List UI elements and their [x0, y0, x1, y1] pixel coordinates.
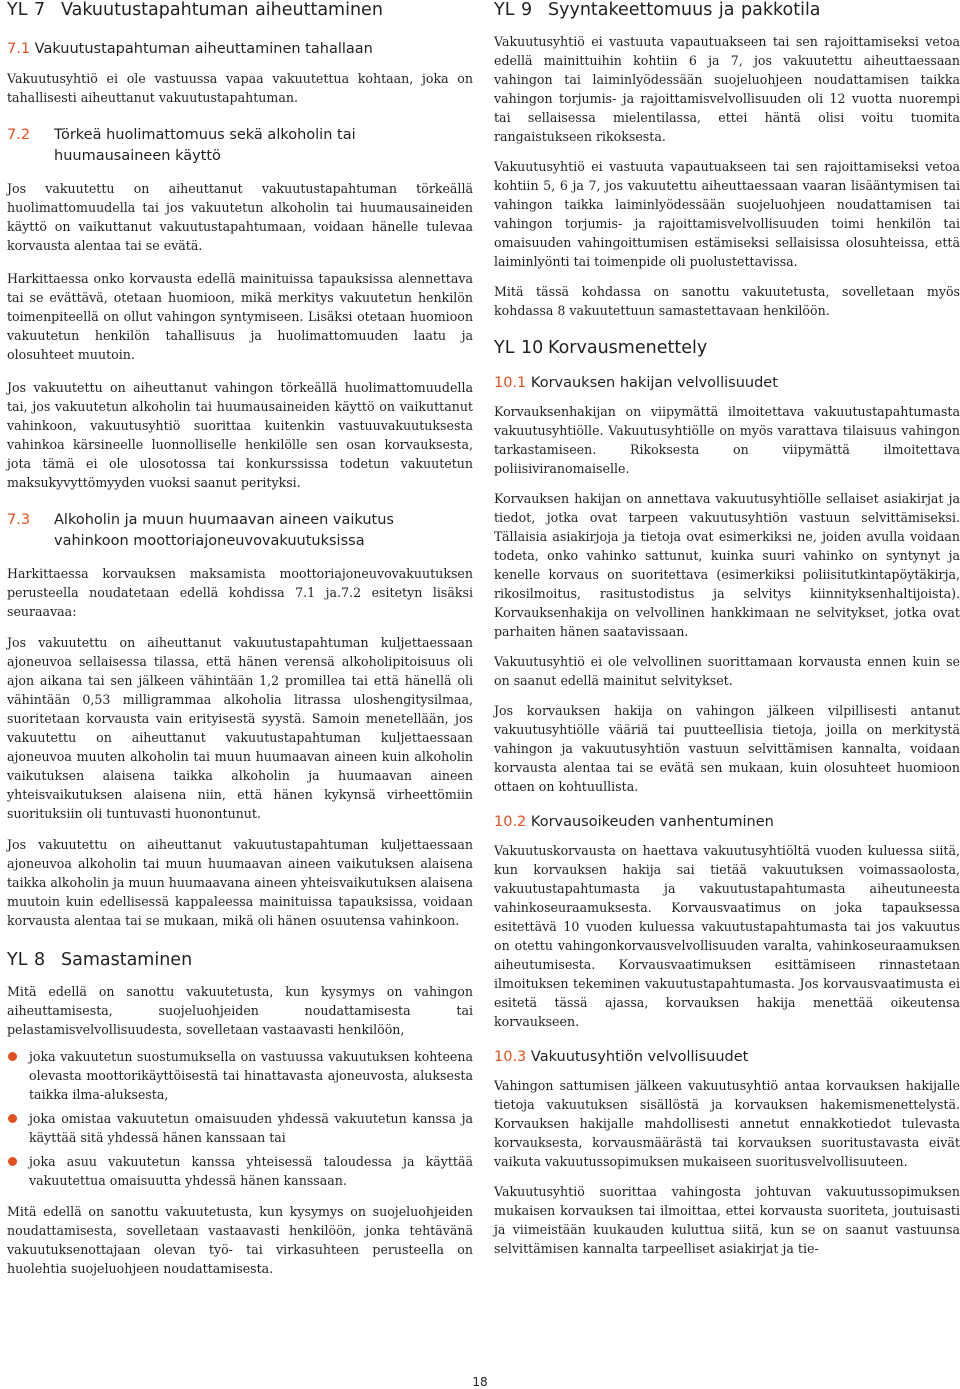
paragraph-9-a: Vakuutusyhtiö ei vastuuta vapautuakseen tai sen rajoittamiseksi vetoa edellä mainittuihin kohtiin 6 ja 7, jos vakuutettu aiheuttaessaan vahingon tai laiminlyödessään suojeluohjeen noudattamisen taikka vahingon torjumis- ja rajoittamisvelvollisuuden oli 12 vuotta nuorempi tai sellaisessa mielentilassa, ettei häntä olisi voitu tuomita rangaistukseen rikoksesta.: [494, 34, 960, 144]
section-7-3-heading: 7.3 Alkoholin ja muun huumaavan aineen vaikutus vahinkoon moottoriajoneuvovakuutuksissa: [7, 512, 394, 549]
section-yl7-heading: YL 7 Vakuutustapahtuman aiheuttaminen: [7, 0, 383, 20]
paragraph-7-1: Vakuutusyhtiö ei ole vastuussa vapaa vakuutettua kohtaan, joka on tahallisesti aiheuttanut vakuutustapahtuman.: [7, 71, 473, 105]
paragraph-7-2-b: Harkittaessa onko korvausta edellä mainituissa tapauksissa alennettava tai se evättävä, otetaan huomioon, mikä merkitys vakuutetun henkilön toimenpiteellä on ollut vahingon syntymiseen. Lisäksi otetaan huomioon vakuutetun henkilön tahallisuus ja huolimattomuuden laatu ja olosuhteet muutoin.: [7, 271, 473, 362]
section-yl9-heading: YL 9 Syyntakeettomuus ja pakkotila: [494, 0, 821, 20]
bullet-dot-icon: [8, 1114, 17, 1123]
section-10-1-heading: 10.1 Korvauksen hakijan velvollisuudet: [494, 375, 778, 391]
list-item: joka vakuutetun suostumuksella on vastuussa vakuutuksen kohteena olevasta moottorikäyttöisestä tai hinattavasta ajoneuvosta, aluksesta taikka ilma-aluksesta,: [7, 1047, 473, 1104]
paragraph-9-b: Vakuutusyhtiö ei vastuuta vapautuakseen tai sen rajoittamiseksi vetoa kohtiin 5, 6 ja 7, jos vakuutettu aiheuttaessaan vaaran lisääntymisen tai vahingon taikka laiminlyödessään suojeluohjeen noudattamisen tai vahingon torjumis- ja rajoittamisvelvollisuuden toimi henkilön tai omaisuuden vahingoittumisen estämiseksi sellaisissa olosuhteissa, että laiminlyönti tai toimenpide oli puolustettavissa.: [494, 159, 960, 269]
section-10-2-heading: 10.2 Korvausoikeuden vanhentuminen: [494, 814, 774, 830]
bullet-dot-icon: [8, 1052, 17, 1061]
paragraph-7-3-a: Harkittaessa korvauksen maksamista moottoriajoneuvovakuutuksen perusteella noudatetaan edellä kohdissa 7.1 ja.7.2 esitetyn lisäksi seuraavaa:: [7, 566, 473, 619]
paragraph-10-1-c: Vakuutusyhtiö ei ole velvollinen suorittamaan korvausta ennen kuin se on saanut edellä mainitut selvitykset.: [494, 654, 960, 688]
section-7-1-heading: 7.1 Vakuutustapahtuman aiheuttaminen tahallaan: [7, 41, 373, 57]
paragraph-10-3-b: Vakuutusyhtiö suorittaa vahingosta johtuvan vakuutussopimuksen mukaisen korvauksen tai ilmoittaa, ettei korvausta suoriteta, joutuisasti ja viimeistään kuukauden kuluttua siitä, kun se on saanut vastuunsa selvittämisen kannalta tarpeelliset asiakirjat ja tie-: [494, 1184, 960, 1256]
paragraph-7-3-c: Jos vakuutettu on aiheuttanut vakuutustapahtuman kuljettaessaan ajoneuvoa alkoholin tai muun huumaavan aineen vaikutuksen alaisena taikka alkoholin ja muun huumaavana aineen yhteisvaikutuksen alaisena muutoin kuin edellisessä kappaleessa mainituissa tapauksissa, voidaan korvausta alentaa tai se mukaan, mikä oli hänen osuutensa vahinkoon.: [7, 837, 473, 928]
paragraph-7-3-b: Jos vakuutettu on aiheuttanut vakuutustapahtuman kuljettaessaan ajoneuvoa sellaisessa tilassa, että hänen verensä alkoholipitoisuus oli ajon aikana tai sen jälkeen vähintään 1,2 promillea tai että hänellä oli vähintään 0,53 milligrammaa alkoholia litrassa uloshengitysilmaa, suoritetaan korvausta vain erityisestä syystä. Samoin menetellään, jos vakuutettu on aiheuttanut vakuutustapahtuman kuljettaessaan ajoneuvoa muuten alkoholin tai muun huumaavan aineen kuin alkoholin vaikutuksen alaisena taikka alkoholin ja huumaavan aineen yhteisvaikutuksen alaisena niin, että hänen kykynsä virheettömiin suorituksiin oli tuntuvasti huonontunut.: [7, 635, 473, 821]
paragraph-7-2-c: Jos vakuutettu on aiheuttanut vahingon törkeällä huolimattomuudella tai, jos vakuutetun alkoholin tai huumausaineiden käyttö on vaikuttanut vahinkoon, vakuutusyhtiö suorittaa kuitenkin vastuuvakuutuksesta vahinkoa kärsineelle luonnolliselle henkilölle sen osan korvauksesta, jota tämä ei ole ulosotossa tai konkurssissa todetun vakuutetun maksukyvyttömyyden vuoksi saanut perityksi.: [7, 380, 473, 490]
paragraph-8-a: Mitä edellä on sanottu vakuutetusta, kun kysymys on vahingon aiheuttamisesta, suojeluohjeiden noudattamisesta tai pelastamisvelvollisuudesta, sovelletaan vastaavasti henkilöön,: [7, 984, 473, 1037]
left-column: [7, 0, 473, 1278]
bullet-dot-icon: [8, 1157, 17, 1166]
list-item: joka asuu vakuutetun kanssa yhteisessä taloudessa ja käyttää vakuutettua omaisuutta yhdessä hänen kanssaan.: [7, 1152, 473, 1190]
right-column: [494, 0, 960, 1258]
section-yl10-heading: YL 10 Korvausmenettely: [494, 338, 708, 358]
page-number: 18: [472, 1375, 488, 1389]
paragraph-8-b: Mitä edellä on sanottu vakuutetusta, kun kysymys on suojeluohjeiden noudattamisesta, sovelletaan vastaavasti henkilöön, jonka tehtävänä vakuutuksenottajaan olevan työ- tai virkasuhteen perusteella on huolehtia suojeluohjeen noudattamisesta.: [7, 1204, 473, 1276]
paragraph-9-c: Mitä tässä kohdassa on sanottu vakuutetusta, sovelletaan myös kohdassa 8 vakuutettuun samastettavaan henkilöön.: [494, 284, 960, 318]
paragraph-10-1-b: Korvauksen hakijan on annettava vakuutusyhtiölle sellaiset asiakirjat ja tiedot, jotka ovat tarpeen vakuutusyhtiön vastuun selvittämiseksi. Tällaisia asiakirjoja ja tietoja ovat esimerkiksi ne, joiden avulla voidaan todeta, onko vahinko sattunut, kuinka suuri vahinko on syntynyt ja kenelle korvaus on suoritettava (esimerkiksi poliisitutkintapöytäkirja, rikosilmoitus, rasitustodistus ja selvitys kiinnityksenhaltijoista). Korvauksenhakija on velvollinen hankkimaan ne selvitykset, jotka ovat parhaiten hänen saatavissaan.: [494, 491, 960, 639]
paragraph-10-1-a: Korvauksenhakijan on viipymättä ilmoitettava vakuutustapahtumasta vakuutusyhtiölle. Vakuutusyhtiölle on myös varattava tilaisuus vahingon tarkastamiseen. Rikoksesta on viipymättä ilmoitettava poliisiviranomaiselle.: [494, 404, 960, 476]
paragraph-10-2: Vakuutuskorvausta on haettava vakuutusyhtiöltä vuoden kuluessa siitä, kun korvauksen hakija sai tietää vakuutuksen voimassaolosta, vakuutustapahtumasta ja vakuutustapahtumasta aiheutuneesta vahinkoseuraamuksesta. Korvausvaatimus on joka tapauksessa esitettävä 10 vuoden kuluessa vakuutustapahtumasta tai jos vakuutus on otettu vahingonkorvausvelvollisuuden varalta, vahinkoseuraamuksen aiheutumisesta. Korvausvaatimuksen esittämiseen rinnastetaan ilmoituksen tekeminen vakuutustapahtumasta. Jos korvausvaatimusta ei esitetä tässä ajassa, korvauksen hakija menettää oikeutensa korvaukseen.: [494, 843, 960, 1029]
paragraph-7-2-a: Jos vakuutettu on aiheuttanut vakuutustapahtuman törkeällä huolimattomuudella tai jos vakuutetun alkoholin tai huumausaineiden käyttö on vaikuttanut vakuutustapahtumaan, voidaan hänelle tulevaa korvausta alentaa tai se evätä.: [7, 181, 473, 253]
paragraph-10-1-d: Jos korvauksen hakija on vahingon jälkeen vilpillisesti antanut vakuutusyhtiölle vääriä tai puutteellisia tietoja, joilla on merkitystä vahingon ja vakuutusyhtiön vastuun selvittämisen kannalta, voidaan korvausta alentaa tai se evätä sen mukaan, kuin olosuhteet huomioon ottaen on kohtuullista.: [494, 703, 960, 794]
section-10-3-heading: 10.3 Vakuutusyhtiön velvollisuudet: [494, 1049, 749, 1065]
paragraph-10-3-a: Vahingon sattumisen jälkeen vakuutusyhtiö antaa korvauksen hakijalle tietoja vakuutuksen sisällöstä ja korvauksen hakemismenettelystä. Korvauksen hakijalle mahdollisesti annetut ennakkotiedot tulevasta korvauksesta, korvausmäärästä tai korvauksen suoritustavasta eivät vaikuta vakuutussopimuksen mukaiseen suoritusvelvollisuuteen.: [494, 1078, 960, 1169]
section-yl8-heading: YL 8 Samastaminen: [7, 950, 193, 970]
bullet-list: [7, 1047, 473, 1190]
section-7-2-heading: 7.2 Törkeä huolimattomuus sekä alkoholin tai huumausaineen käyttö: [7, 127, 356, 164]
list-item: joka omistaa vakuutetun omaisuuden yhdessä vakuutetun kanssa ja käyttää sitä yhdessä hänen kanssaan tai: [7, 1109, 473, 1147]
